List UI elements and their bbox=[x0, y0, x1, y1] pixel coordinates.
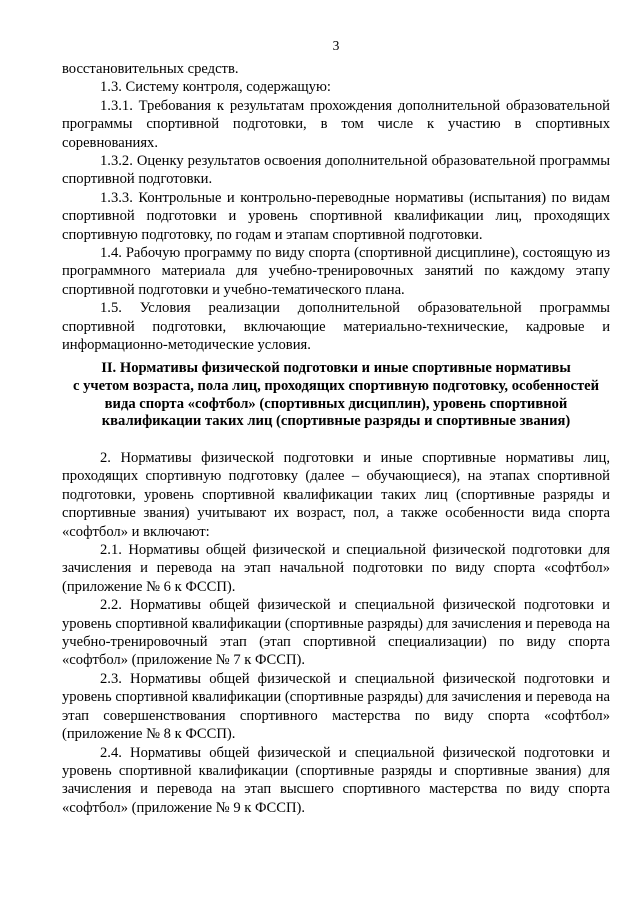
paragraph-2-4: 2.4. Нормативы общей физической и специальной физической подготовки и уровень спортивной квалификации (спортивные разряды и спортивные звания) для зачисления и перевода на этап высшего спортивного мастерства по виду спорта «софтбол» (приложение № 9 к ФССП). bbox=[62, 744, 610, 816]
paragraph-restorative-means: восстановительных средств. bbox=[62, 61, 239, 77]
page-number: 3 bbox=[332, 38, 340, 53]
paragraph-1-3-1: 1.3.1. Требования к результатам прохождения дополнительной образовательной программы спортивной подготовки, в том числе к участию в спортивных соревнованиях. bbox=[62, 97, 610, 151]
paragraph-1-3-2: 1.3.2. Оценку результатов освоения дополнительной образовательной программы спортивной подготовки. bbox=[62, 153, 610, 188]
heading-line: квалификации таких лиц (спортивные разряды и спортивные звания) bbox=[101, 413, 571, 430]
section-ii-heading bbox=[62, 360, 610, 431]
document-body-top bbox=[62, 60, 610, 355]
paragraph-2-1: 2.1. Нормативы общей физической и специальной физической подготовки для зачисления и перевода на этап начальной подготовки по виду спорта «софтбол» (приложение № 6 к ФССП). bbox=[62, 542, 610, 595]
paragraph-1-3-3: 1.3.3. Контрольные и контрольно-переводные нормативы (испытания) по видам спортивной подготовки и уровень спортивной квалификации лиц, проходящих спортивную подготовку, по годам и этапам спортивной подготовки. bbox=[62, 189, 610, 243]
paragraph-1-5: 1.5. Условия реализации дополнительной образовательной программы спортивной подготовки, включающие материально-технические, кадровые и информационно-методические условия. bbox=[62, 300, 610, 354]
heading-line: вида спорта «софтбол» (спортивных дисциплин), уровень спортивной bbox=[104, 395, 568, 412]
paragraph-1-4: 1.4. Рабочую программу по виду спорта (спортивной дисциплине), состоящую из программного материала для учебно-тренировочных занятий по каждому этапу спортивной подготовки и учебно-тематического плана. bbox=[62, 245, 610, 298]
section-ii-body bbox=[62, 449, 610, 817]
heading-line: с учетом возраста, пола лиц, проходящих спортивную подготовку, особенностей bbox=[73, 377, 599, 394]
paragraph-2: 2. Нормативы физической подготовки и иные спортивные нормативы лиц, проходящих спортивную подготовку (далее – обучающиеся), на этапах спортивной подготовки, уровень спортивной квалификации таких лиц (спортивные разряды и спортивные звания) учитывают их возраст, пол, а также особенности вида спорта «софтбол» и включают: bbox=[62, 450, 610, 540]
paragraph-2-2: 2.2. Нормативы общей физической и специальной физической подготовки и уровень спортивной квалификации (спортивные разряды) для зачисления и перевода на учебно-тренировочный этап (этап спортивной специализации) по виду спорта «софтбол» (приложение № 7 к ФССП). bbox=[62, 597, 610, 669]
heading-line: II. Нормативы физической подготовки и иные спортивные нормативы bbox=[101, 360, 571, 376]
paragraph-1-3: 1.3. Систему контроля, содержащую: bbox=[100, 79, 331, 96]
paragraph-2-3: 2.3. Нормативы общей физической и специальной физической подготовки и уровень спортивной квалификации (спортивные разряды) для зачисления и перевода на этап совершенствования спортивного мастерства по виду спорта «софтбол» (приложение № 8 к ФССП). bbox=[62, 670, 610, 743]
